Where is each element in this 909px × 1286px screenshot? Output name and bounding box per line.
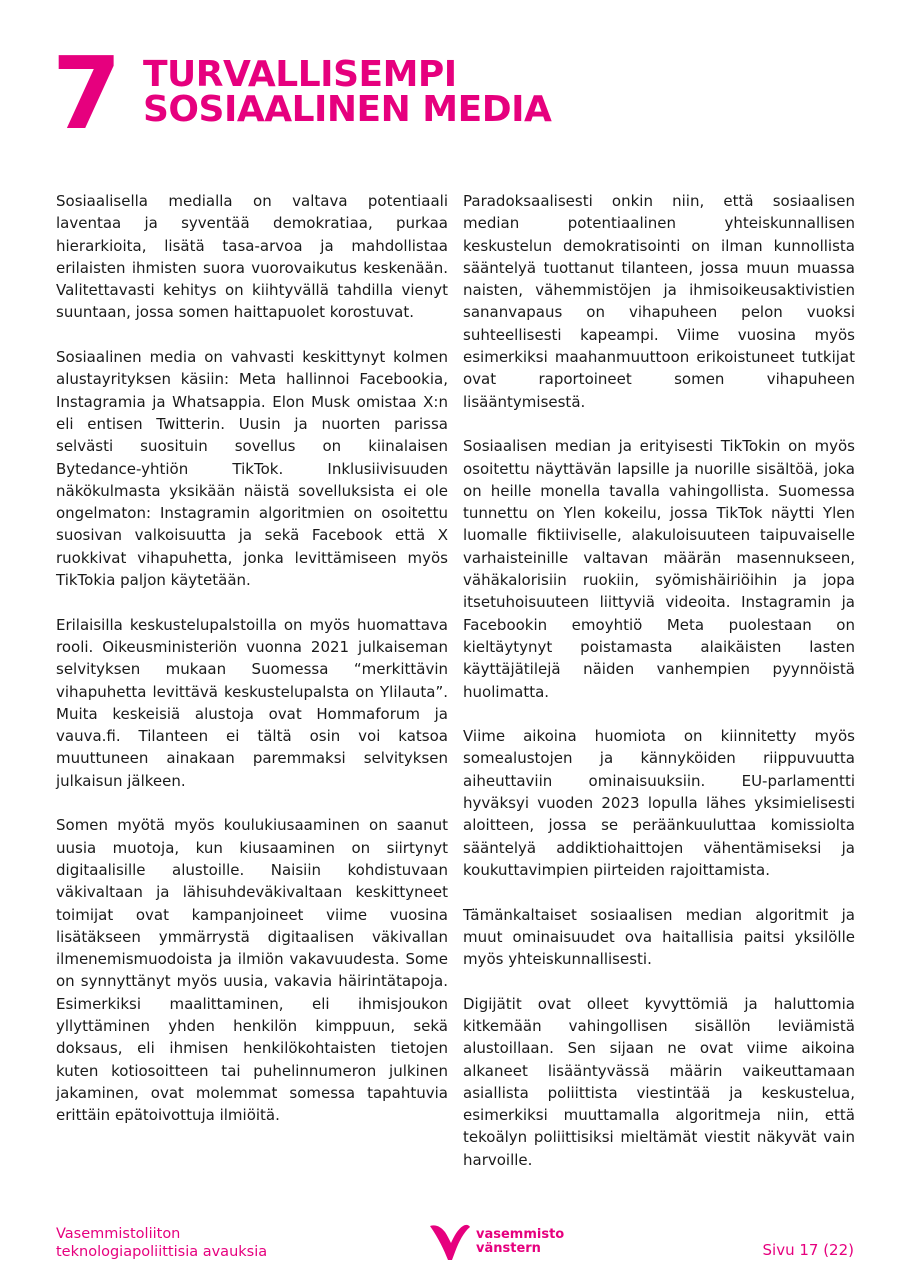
logo-line-2: vänstern <box>476 1241 541 1256</box>
paragraph: Somen myötä myös koulukiusaaminen on saanut uusia muotoja, kun kiusaaminen on siirtynyt digitaalisille alustoille. Naisiin kohdistuvaan väkivaltaan ja lähisuhdeväkivaltaan keskittyneet toimijat ovat kampanjoineet viime vuosina lisätäkseen ymmärrystä digitaalisen väkivallan ilmenemismuodoista ja ilmiön vakavuudesta. Some on synnyttänyt myös uusia, vakavia häirintätapoja. Esimerkiksi maalittaminen, eli ihmisjoukon yllyttäminen yhden henkilön kimppuun, sekä doksaus, eli ihmisen henkilökohtaisten tietojen kuten kotiosoitteen tai puhelinnumeron julkinen jakaminen, ovat molemmat somessa tapahtuvia erittäin epätoivottuja ilmiöitä. <box>56 816 448 1125</box>
chapter-number: 7 <box>52 35 120 152</box>
paragraph: Paradoksaalisesti onkin niin, että sosiaalisen median potentiaalinen yhteiskunnallisen keskustelun demokratisointi on ilman kunnollista sääntelyä tuottanut tilanteen, jossa muun muassa naisten, vähemmistöjen ja ihmisoikeusaktivistien sananvapaus on vihapuheen pelon vuoksi suhteellisesti kapeampi. Viime vuosina myös esimerkiksi maahanmuuttoon erikoistuneet tutkijat ovat raportoineet somen vihapuheen lisääntymisestä. <box>463 192 855 411</box>
logo-line-1: vasemmisto <box>476 1227 565 1242</box>
v-heart-logo-icon <box>428 1222 472 1262</box>
paragraph: Viime aikoina huomiota on kiinnitetty myös somealustojen ja kännyköiden riippuvuutta aiheuttaviin ominaisuuksiin. EU-parlamentti hyväksyi vuoden 2023 lopulla lähes yksimielisesti aloitteen, jossa se peräänkuuluttaa komissiolta sääntelyä addiktiohaittojen vähentämiseksi ja koukuttavimpien piirteiden rajoittamista. <box>463 727 855 879</box>
paragraph: Sosiaalisen median ja erityisesti TikTokin on myös osoitettu näyttävän lapsille ja nuorille sisältöä, joka on heille monella tavalla vahingollista. Suomessa tunnettu on Ylen kokeilu, jossa TikTok näytti Ylen luomalle fiktiiviselle, alakuloisuuteen taipuvaiselle varhaisteinille valtavan määrän masennukseen, vähäkalorisiin ruokiin, syömishäiriöihin ja jopa itsetuhoisuuteen liittyviä videoita. Instagramin ja Facebookin emoyhtiö Meta puolestaan on kieltäytynyt poistamasta alaikäisten lasten käyttäjätilejä näiden vanhempien pyynnöistä huolimatta. <box>463 437 855 701</box>
footer-org-line-2: teknologiapoliittisia avauksia <box>56 1244 268 1260</box>
page-title <box>143 54 843 130</box>
left-column <box>56 190 448 1149</box>
right-column <box>463 190 855 1193</box>
paragraph: Digijätit ovat olleet kyvyttömiä ja haluttomia kitkemään vahingollisen sisällön leviämistä alustoillaan. Sen sijaan ne ovat viime aikoina alkaneet lisääntyvässä määrin vaikeuttamaan asiallista poliittista viestintää ja keskustelua, esimerkiksi muuttamalla algoritmeja niin, että tekoälyn poliittisiksi mieltämät viestit näkyvät vain harvoille. <box>463 994 855 1169</box>
paragraph: Sosiaalinen media on vahvasti keskittynyt kolmen alustayrityksen käsiin: Meta hallinnoi Facebookia, Instagramia ja Whatsappia. Elon Musk omistaa X:n eli entisen Twitterin. Uusin ja nuorten parissa selvästi suosituin sovellus on kiinalaisen Bytedance-yhtiön TikTok. Inklusiivisuuden näkökulmasta yksikään näistä sovelluksista ei ole ongelmaton: Instagramin algoritmien on osoitettu suosivan valkoisuutta ja sekä Facebook että X ruokkivat vihapuhetta, jonka levittämiseen myös TikTokia paljon käytetään. <box>56 348 448 590</box>
title-line-2: SOSIAALINEN MEDIA <box>143 89 552 130</box>
footer-org-line-1: Vasemmistoliiton <box>56 1226 181 1242</box>
footer-logo <box>428 1222 564 1262</box>
paragraph: Erilaisilla keskustelupalstoilla on myös huomattava rooli. Oikeusministeriön vuonna 2021 julkaiseman selvityksen mukaan Suomessa “merkittävin vihapuhetta levittävä keskustelupalsta on Ylilauta”. Muita keskeisiä alustoja ovat Hommaforum ja vauva.fi. Tilanteen ei tältä osin voi katsoa muuttuneen ainakaan paremmaksi selvityksen julkaisun jälkeen. <box>56 615 448 790</box>
paragraph: Tämänkaltaiset sosiaalisen median algoritmit ja muut ominaisuudet ova haitallisia paitsi yksilölle myös yhteiskunnallisesti. <box>463 905 855 969</box>
paragraph: Sosiaalisella medialla on valtava potentiaali laventaa ja syventää demokratiaa, purkaa hierarkioita, lisätä tasa-arvoa ja mahdollistaa erilaisten ihmisten suora vuorovaikutus keskenään. Valitettavasti kehitys on kiihtyvällä tahdilla vienyt suuntaan, jossa somen haittapuolet korostuvat. <box>56 192 448 322</box>
title-line-1: TURVALLISEMPI <box>143 54 457 95</box>
footer-organization <box>56 1225 267 1261</box>
logo-wordmark <box>476 1228 564 1256</box>
page-number: Sivu 17 (22) <box>762 1241 854 1259</box>
